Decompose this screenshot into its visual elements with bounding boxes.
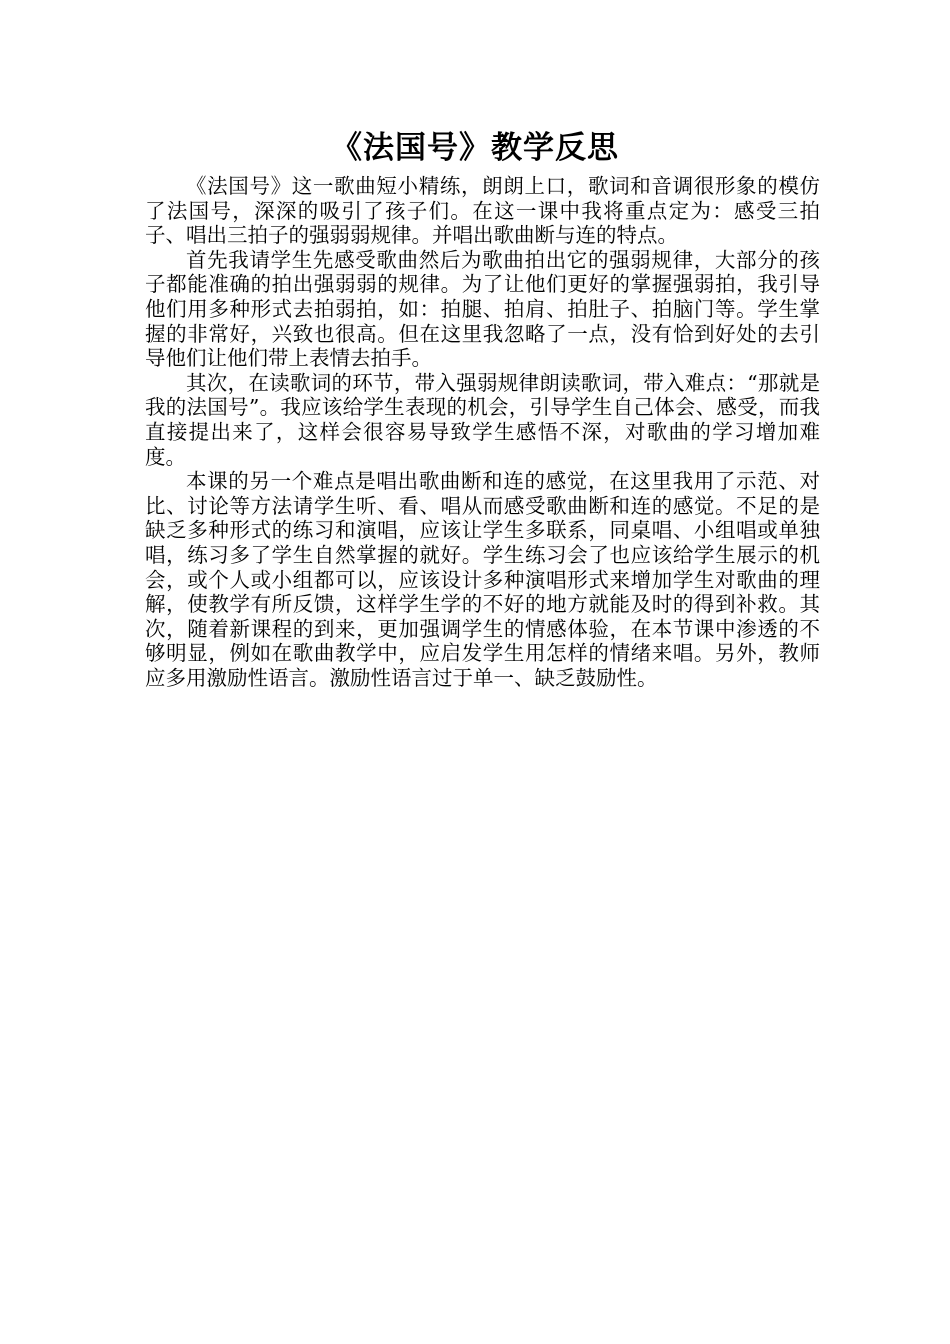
paragraph-1: 《法国号》这一歌曲短小精练，朗朗上口，歌词和音调很形象的模仿了法国号，深深的吸引了孩子们。在这一课中我将重点定为：感受三拍子、唱出三拍子的强弱弱规律。并唱出歌曲断与连的特点。 <box>145 174 820 248</box>
paragraph-3: 其次，在读歌词的环节，带入强弱规律朗读歌词，带入难点：“那就是我的法国号”。我应该给学生表现的机会，引导学生自己体会、感受，而我直接提出来了，这样会很容易导致学生感悟不深，对歌曲的学习增加难度。 <box>145 370 820 469</box>
paragraph-2: 首先我请学生先感受歌曲然后为歌曲拍出它的强弱规律，大部分的孩子都能准确的拍出强弱弱的规律。为了让他们更好的掌握强弱拍，我引导他们用多种形式去拍弱拍，如：拍腿、拍肩、拍肚子、拍脑门等。学生掌握的非常好，兴致也很高。但在这里我忽略了一点，没有恰到好处的去引导他们让他们带上表情去拍手。 <box>145 247 820 371</box>
document-body <box>145 174 820 690</box>
paragraph-4: 本课的另一个难点是唱出歌曲断和连的感觉，在这里我用了示范、对比、讨论等方法请学生听、看、唱从而感受歌曲断和连的感觉。不足的是缺乏多种形式的练习和演唱，应该让学生多联系，同桌唱、小组唱或单独唱，练习多了学生自然掌握的就好。学生练习会了也应该给学生展示的机会，或个人或小组都可以，应该设计多种演唱形式来增加学生对歌曲的理解，使教学有所反馈，这样学生学的不好的地方就能及时的得到补救。其次，随着新课程的到来，更加强调学生的情感体验，在本节课中渗透的不够明显，例如在歌曲教学中，应启发学生用怎样的情绪来唱。另外，教师应多用激励性语言。激励性语言过于单一、缺乏鼓励性。 <box>145 469 820 690</box>
document-title: 《法国号》教学反思 <box>331 130 619 166</box>
